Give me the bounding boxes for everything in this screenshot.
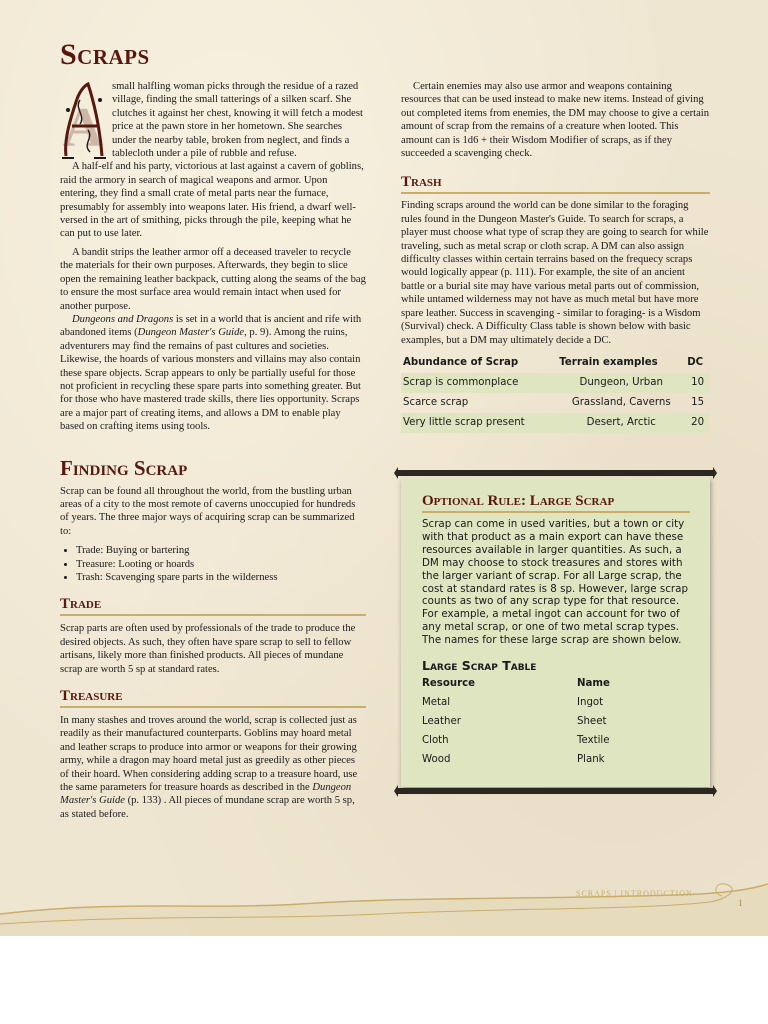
treasure-text-b: (p. 133) . All pieces of mundane scrap are worth 5 sp, as stated before. <box>60 795 355 820</box>
page-title: Scraps <box>60 38 150 71</box>
table-header: Resource <box>422 678 476 690</box>
intro-p4-text-b: , p. 9). Among the ruins, adventurers may find the remains of past cultures and societies. Likewise, the hoards of various monsters and villains may also contain these spare objects. Scrap appears to only be partially useful for those not proficient in recycling these spare parts into something greater. But for those who have mastered trade skills, there lies opportunity. Scraps are a major part of creating items, and allows a DM to enable play based on crafting items using tools. <box>60 327 361 433</box>
table-header-row <box>401 353 710 373</box>
trade-text: Scrap parts are often used by professionals of the trade to produce the desired objects. As such, they often have spare scrap to sell to fellow artisans, likely more than finished products. All pieces of mundane scrap are worth 5 sp at standard rates. <box>60 623 356 675</box>
heading-treasure: Treasure <box>60 688 366 708</box>
table-header: DC <box>687 357 704 369</box>
table-header: Terrain examples <box>559 357 658 369</box>
table-row <box>422 732 690 751</box>
table-cell: Metal <box>422 697 451 709</box>
list-item: • Trade: Buying or bartering <box>76 544 366 557</box>
intro-paragraph-4 <box>60 313 366 434</box>
dmg-reference: Dungeon Master's Guide <box>60 782 352 807</box>
table-header: Name <box>577 678 610 690</box>
intro-p4-text-a: is set in a world that is ancient and rife with abandoned items ( <box>60 313 362 339</box>
note-top-bar <box>397 470 714 476</box>
game-name: Dungeons and Dragons <box>72 313 174 325</box>
table-row <box>422 751 690 770</box>
heading-trade: Trade <box>60 596 366 616</box>
left-column <box>60 80 366 821</box>
list-item: • Trash: Scavenging spare parts in the wilderness <box>76 571 366 584</box>
table-cell: Leather <box>422 716 461 728</box>
footer-text: SCRAPS | INTRODUCTION <box>576 889 693 898</box>
table-cell: Cloth <box>422 735 449 747</box>
table-row <box>401 373 710 393</box>
optional-rule-title: Optional Rule: Large Scrap <box>422 493 690 513</box>
treasure-text <box>60 714 366 821</box>
heading-finding-scrap: Finding Scrap <box>60 455 188 480</box>
treasure-text-a: In many stashes and troves around the world, scrap is collected just as readily as their manufactured counterparts. Goblins may hoard metal and leather scraps to produce into armor or weapons for their growing army, while a dragon may hoard metal just as greedily as other pieces of their hoard. When considering adding scrap to a treasure hoard, use the same parameters for treasure hoards as described in the <box>60 715 358 794</box>
table-cell: Plank <box>577 754 605 766</box>
table-header: Abundance of Scrap <box>403 357 519 369</box>
finding-text: Scrap can be found all throughout the world, from the bustling urban areas of a city to the most remote of caverns unoccupied for hundreds of years. The three major ways of acquiring scrap can be summarized to: <box>60 485 356 537</box>
table-cell: 10 <box>691 377 705 389</box>
large-scrap-table-title: Large Scrap Table <box>422 658 537 674</box>
heading-trash: Trash <box>401 174 710 194</box>
page-number: 1 <box>738 898 743 908</box>
optional-rule-box <box>401 477 710 787</box>
list-item: • Treasure: Looting or hoards <box>76 558 366 571</box>
table-row <box>422 713 690 732</box>
table-row <box>401 393 710 413</box>
table-cell: Sheet <box>577 716 607 728</box>
table-cell: 15 <box>691 397 705 409</box>
right-column <box>401 80 710 433</box>
table-cell: Grassland, Caverns <box>571 397 671 409</box>
optional-rule-text: Scrap can come in used varities, but a town or city with that product as a main export can have these resources available in larger quantities. As such, a DM may choose to stock treasures and stores with the larger variant of scrap. For all Large scrap, the cost at standard rates is 8 sp. However, large scrap counts as two of any scrap type for that resource. For example, a metal ingot can account for two of any metal scrap, or one of two metal scrap types. The names for these large scrap are shown below. <box>422 518 689 647</box>
note-bottom-bar <box>397 788 714 794</box>
table-cell: Ingot <box>577 697 604 709</box>
table-cell: Wood <box>422 754 451 766</box>
table-cell: Very little scrap present <box>403 417 525 429</box>
table-cell: 20 <box>691 417 705 429</box>
acquire-list <box>60 544 366 584</box>
table-row <box>401 413 710 433</box>
dmg-reference: Dungeon Master's Guide <box>137 327 245 339</box>
table-cell: Scrap is commonplace <box>403 377 519 389</box>
table-header-row <box>422 675 690 694</box>
dropcap-illumination <box>60 80 106 160</box>
intro-paragraph-3: A bandit strips the leather armor off a deceased traveler to recycle the materials for their own purposes. Afterwards, they begin to slice open the remaining leather backpack, cutting along the seams of the bag to ensure the most surface area would remain intact when used for another purpose. <box>60 246 366 312</box>
table-cell: Scarce scrap <box>403 397 469 409</box>
trash-text: Finding scraps around the world can be done similar to the foraging rules found in the Dungeon Master's Guide. To search for scraps, a player must choose what type of scrap they are going to search for while traveling, such as metal scrap or cloth scrap. A DM can also assign difficulty classes within certain terrains based on the frequecy scraps would logically appear (p. 111). For example, the site of an ancient battle or a burial site may have various metal parts out of commission, while untamed wilderness may not have as much metal but have more spare leather. Success in scavenging - similar to foraging- is a Wisdom (Survival) check. A Difficulty Class table is shown below with basic examples, but a DM may ultimately decide a DC. <box>401 200 709 346</box>
intro-paragraph-2: A half-elf and his party, victorious at last against a cavern of goblins, raid the armory in search of magical weapons and armor. Upon entering, they find a small crate of metal parts near the furnace, presumably for assembly into weapons later. His friend, a dwarf well-versed in the art of smithing, picks through the pile, keeping what he can put to use later. <box>60 161 364 240</box>
table-row <box>422 694 690 713</box>
dropcap-letter: A <box>62 97 104 159</box>
table-cell: Dungeon, Urban <box>579 377 663 389</box>
large-scrap-table <box>422 675 690 770</box>
enemies-text: Certain enemies may also use armor and weapons containing resources that can be used instead to make new items. Instead of giving out completed items from enemies, the DM may choose to give a certain amount of scrap from the remains of a creature when looted. This amount can is 1d6 + their Wisdom Modifier of scraps, as if they succeeded a scavenging check. <box>401 81 710 160</box>
table-cell: Desert, Arctic <box>586 417 656 429</box>
dc-table <box>401 353 710 433</box>
intro-paragraph-1: small halfling woman picks through the residue of a razed village, finding the small tatterings of a silken scarf. She clutches it against her chest, knowing it will fetch a modest price at the pawn store in her hometown. She searches under the nearby table, broken from neglect, and finds a tablecloth under a pile of rubble and refuse. <box>112 81 363 160</box>
table-cell: Textile <box>577 735 610 747</box>
